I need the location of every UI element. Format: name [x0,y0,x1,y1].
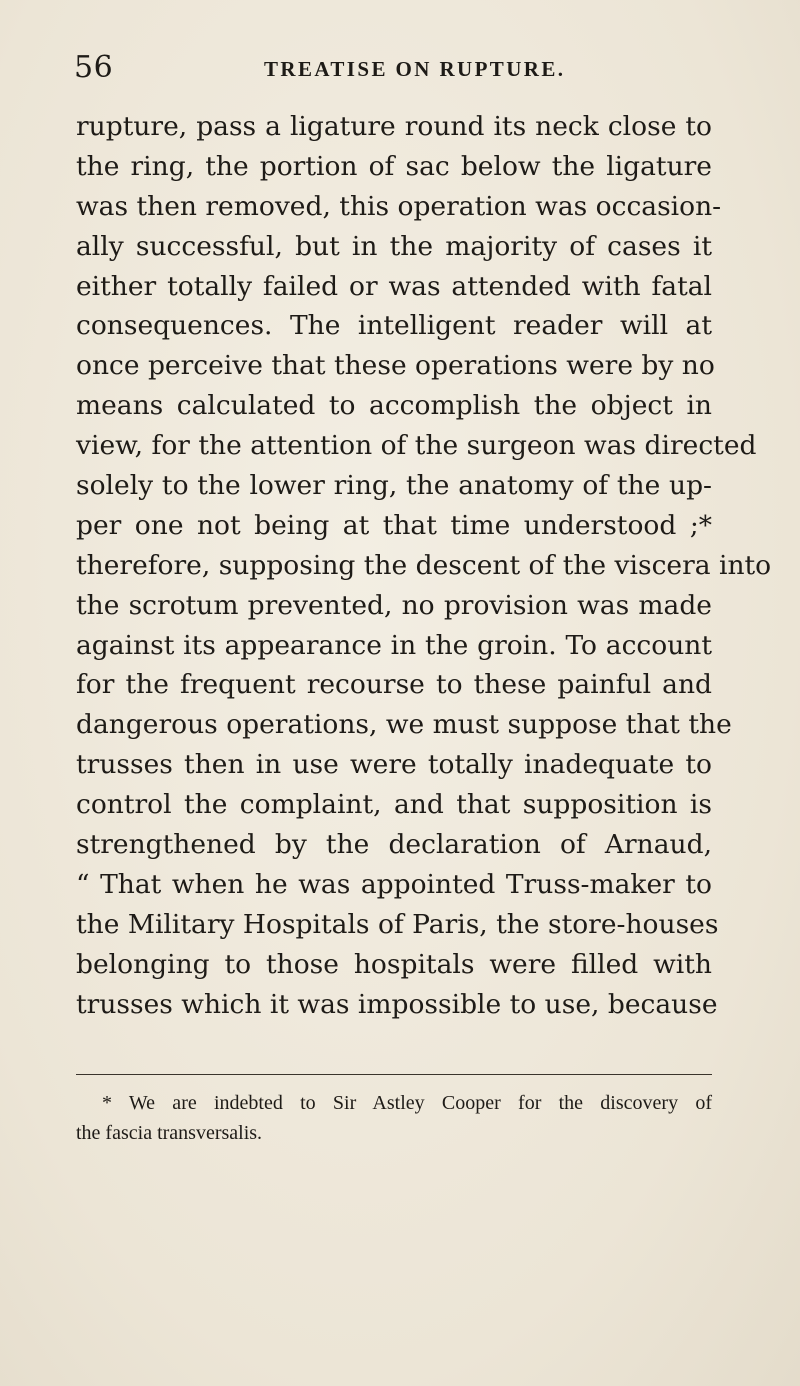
text-line: rupture, pass a ligature round its neck close to [76,111,712,142]
text-line: therefore, supposing the descent of the viscera into [76,549,772,581]
text-line: strengthened by the declaration of Arnaud, [76,829,712,861]
text-line: per one not being at that time understood ;* [76,509,712,541]
text-line: consequences. The intelligent reader will at [76,310,712,342]
page-number: 56 [74,50,114,85]
footnote [76,1088,712,1148]
footnote-line: * We are indebted to Sir Astley Cooper for the discovery of [102,1092,712,1114]
text-line: solely to the lower ring, the anatomy of the up- [76,470,712,502]
text-line: ally successful, but in the majority of cases it [76,230,712,262]
running-head: TREATISE ON RUPTURE. [264,57,566,81]
text-line: control the complaint, and that supposition is [76,789,712,821]
text-line: trusses then in use were totally inadequate to [76,749,712,781]
text-line: trusses which it was impossible to use, because [76,988,718,1020]
text-line: belonging to those hospitals were filled with [76,948,712,980]
page-header [74,48,714,88]
text-line: either totally failed or was attended with fatal [76,270,712,302]
body-text [76,107,772,1024]
text-line: the Military Hospitals of Paris, the store-houses [76,908,719,940]
footnote-line: the fascia transversalis. [76,1122,263,1144]
text-line: dangerous operations, we must suppose that the [76,709,732,741]
text-line: “ That when he was appointed Truss-maker to [76,868,712,900]
text-line: view, for the attention of the surgeon was directed [76,430,757,462]
text-line: once perceive that these operations were by no [76,350,715,382]
text-line: for the frequent recourse to these painful and [76,669,712,701]
text-line: was then removed, this operation was occasion- [76,190,722,222]
text-line: against its appearance in the groin. To account [76,629,712,661]
text-line: means calculated to accomplish the object in [76,390,712,422]
footnote-divider [76,1074,712,1075]
text-line: the ring, the portion of sac below the ligature [76,150,712,182]
text-line: the scrotum prevented, no provision was made [76,589,712,621]
